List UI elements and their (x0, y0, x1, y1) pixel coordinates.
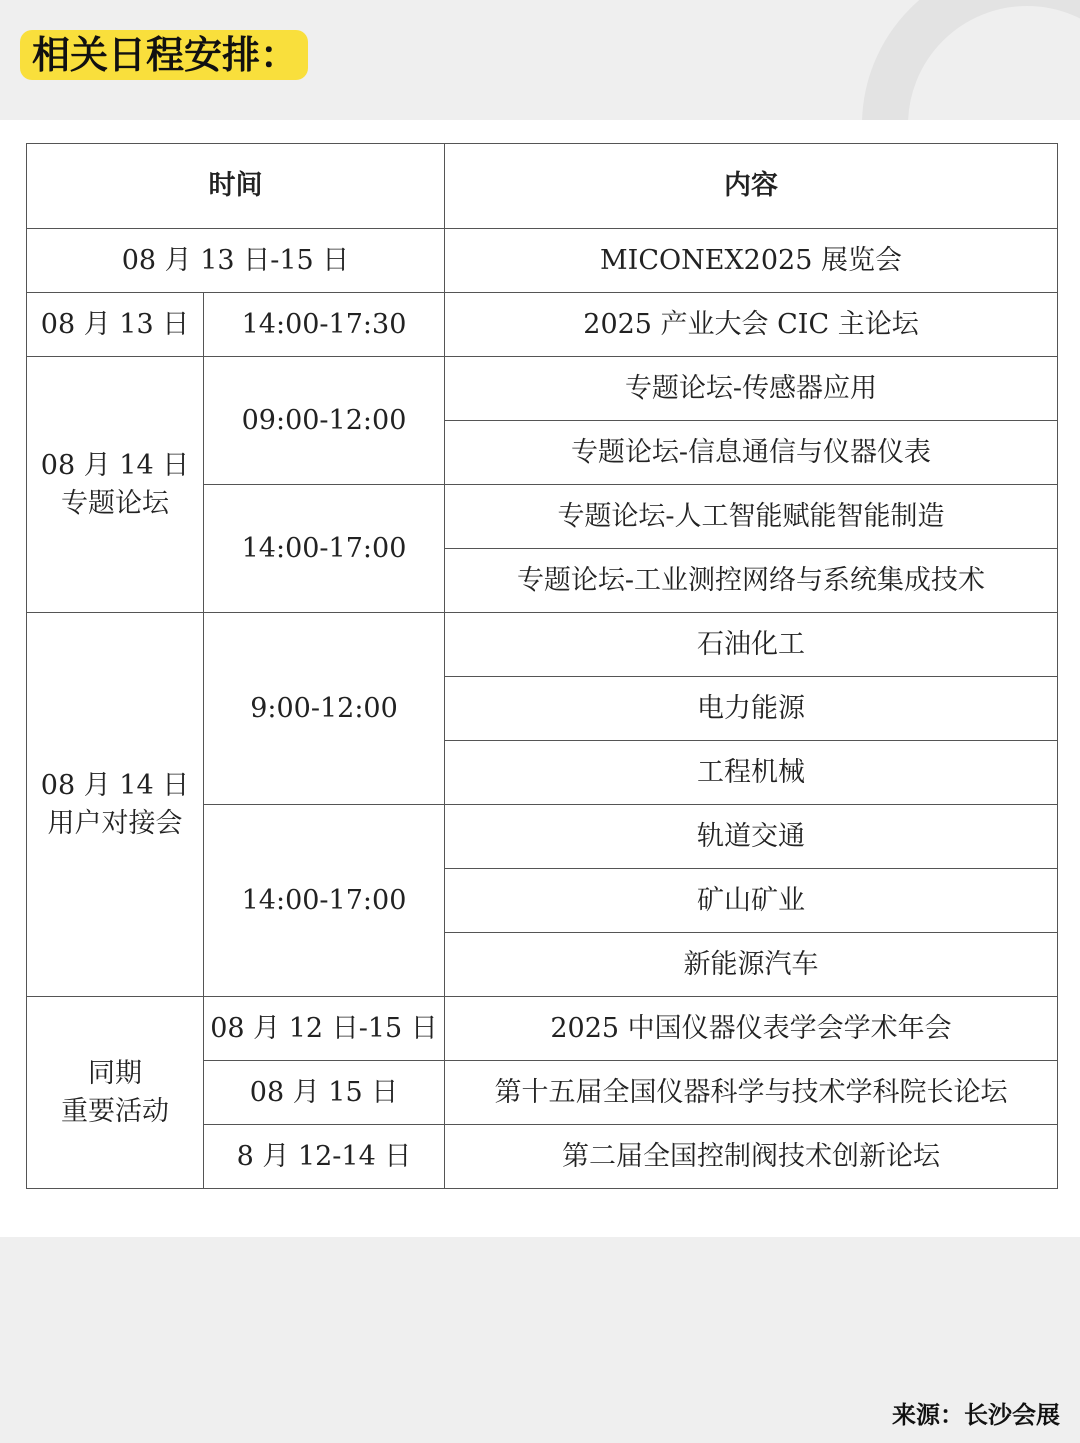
meeting-item: 新能源汽车 (445, 933, 1058, 997)
concurrent-content: 2025 中国仪器仪表学会学术年会 (445, 997, 1058, 1061)
forum-afternoon-time: 14:00-17:00 (204, 485, 445, 613)
concurrent-date: 08 月 15 日 (204, 1061, 445, 1125)
source-caption: 来源：长沙会展 (892, 1401, 1060, 1429)
meeting-item: 石油化工 (445, 613, 1058, 677)
table-row (27, 997, 1058, 1061)
forum-label: 专题论坛 (61, 487, 169, 519)
meeting-date: 08 月 14 日 (40, 769, 190, 801)
header-band (0, 0, 1080, 120)
table-row (27, 293, 1058, 357)
meeting-item: 电力能源 (445, 677, 1058, 741)
table-row (27, 357, 1058, 421)
concurrent-date: 08 月 12 日-15 日 (204, 997, 445, 1061)
forum-item: 专题论坛-传感器应用 (445, 357, 1058, 421)
concurrent-label-line2: 重要活动 (61, 1095, 169, 1127)
page-title: 相关日程安排： (20, 30, 308, 80)
cic-time: 14:00-17:30 (204, 293, 445, 357)
concurrent-content: 第十五届全国仪器科学与技术学科院长论坛 (445, 1061, 1058, 1125)
forum-morning-time: 09:00-12:00 (204, 357, 445, 485)
meeting-item: 轨道交通 (445, 805, 1058, 869)
concurrent-date: 8 月 12-14 日 (204, 1125, 445, 1189)
forum-item: 专题论坛-工业测控网络与系统集成技术 (445, 549, 1058, 613)
meeting-item: 矿山矿业 (445, 869, 1058, 933)
forum-day-cell (27, 357, 204, 613)
concurrent-content: 第二届全国控制阀技术创新论坛 (445, 1125, 1058, 1189)
table-row (27, 613, 1058, 677)
expo-date: 08 月 13 日-15 日 (27, 229, 445, 293)
table-header-row (27, 144, 1058, 229)
concurrent-cell (27, 997, 204, 1189)
meeting-item: 工程机械 (445, 741, 1058, 805)
forum-item: 专题论坛-信息通信与仪器仪表 (445, 421, 1058, 485)
cic-content: 2025 产业大会 CIC 主论坛 (445, 293, 1058, 357)
meeting-label: 用户对接会 (47, 807, 183, 839)
header-time: 时间 (27, 144, 445, 229)
table-row (27, 229, 1058, 293)
meeting-afternoon-time: 14:00-17:00 (204, 805, 445, 997)
meeting-morning-time: 9:00-12:00 (204, 613, 445, 805)
header-content: 内容 (445, 144, 1058, 229)
meeting-day-cell (27, 613, 204, 997)
cic-date: 08 月 13 日 (27, 293, 204, 357)
concurrent-label-line1: 同期 (88, 1057, 142, 1089)
forum-date: 08 月 14 日 (40, 449, 190, 481)
expo-content: MICONEX2025 展览会 (445, 229, 1058, 293)
decorative-arc (862, 0, 1080, 120)
forum-item: 专题论坛-人工智能赋能智能制造 (445, 485, 1058, 549)
schedule-table (26, 143, 1058, 1189)
